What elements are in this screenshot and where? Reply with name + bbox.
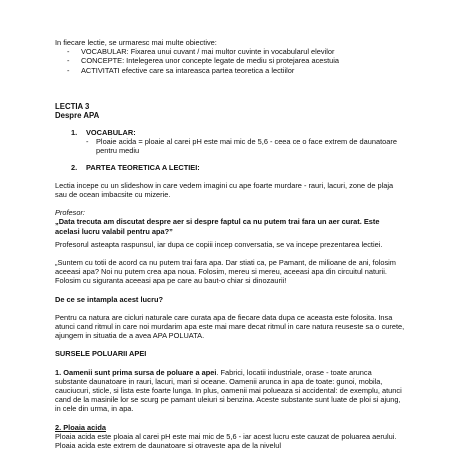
source-1-text: . Fabrici, locatii industriale, orase - toate arunca substante daunatoare in rauri, lacuri, mari si oceane. Oamenii arunca in apa de toate: gunoi, mobila, cauciucuri, sticle, si lista este foarte lunga. In plus, oamenii mai polueaza si accidental: de exemplu, atunci cand de la masinile lor se scurg pe pamant uleiuri si benzina. Aceste substante sunt luate de ploi si ajung, in cele din urma, in apa. — [55, 367, 402, 414]
objective-item — [55, 47, 405, 56]
source-2-text: Ploaia acida este ploaia al carei pH este mai mic de 5,6 - iar acest lucru este cauzat de poluarea aerului. Ploaia acida este extrem de daunatoare si otraveste apa de la nivelul — [55, 431, 397, 451]
bullet-mark: - — [67, 65, 70, 75]
section-number: 2. — [71, 162, 78, 172]
document-body — [55, 38, 405, 450]
lesson-title: Despre APA — [55, 111, 100, 121]
source-1 — [55, 368, 405, 414]
paragraph-slideshow: Lectia incepe cu un slideshow in care vedem imagini cu ape foarte murdare - rauri, lacuri, zone de plaja sau de ocean imbacsite cu mizerie. — [55, 180, 394, 200]
objective-concepte: CONCEPTE: Intelegerea unor concepte legate de mediu si protejarea acestuia — [81, 56, 339, 66]
speaker-label: Profesor: — [55, 208, 85, 218]
intro-text: In fiecare lectie, se urmaresc mai multe obiective: — [55, 38, 217, 47]
source-1-title: 1. Oamenii sunt prima sursa de poluare a apei — [55, 367, 217, 377]
section-number: 1. — [71, 128, 78, 137]
question-heading: De ce se intampla acest lucru? — [55, 294, 164, 304]
lesson-number: LECTIA 3 — [55, 101, 90, 111]
sources-heading: SURSELE POLUARII APEI — [55, 349, 147, 359]
definition-text: Ploaie acida = ploaie al carei pH este mai mic de 5,6 - ceea ce o face extrem de daunatoare pentru mediu — [96, 137, 397, 156]
section-vocabulary-heading — [55, 128, 405, 137]
bullet-mark: - — [67, 47, 70, 57]
objective-item — [55, 56, 405, 65]
paragraph-water-cycle: „Suntem cu totii de acord ca nu putem trai fara apa. Dar stiati ca, pe Pamant, de milioane de ani, folosim aceeasi apa? Noi nu putem crea apa noua. Folosim, mereu si mereu, aceeasi apa din circuitul naturii. Folosim cu siguranta aceeasi apa pe care au baut-o chiar si dinozaurii! — [55, 258, 396, 286]
bullet-mark: - — [86, 137, 89, 147]
section-title: VOCABULAR: — [86, 128, 136, 137]
paragraph-natural-cycles: Pentru ca natura are cicluri naturale care curata apa de fiecare data dupa ce aceasta este folosita. Insa atunci cand ritmul in care noi murdarim apa este mai mare decat ritmul in care natura reuseste sa o curete, ajungem in situatia de a avea APA POLUATA. — [55, 312, 405, 341]
section-theory-heading — [55, 163, 405, 172]
objective-vocabular: VOCABULAR: Fixarea unui cuvant / mai multor cuvinte in vocabularul elevilor — [81, 47, 335, 57]
vocabulary-definition — [55, 137, 405, 155]
section-title: PARTEA TEORETICA A LECTIEI: — [86, 162, 200, 172]
paragraph-response: Profesorul asteapta raspunsul, iar dupa ce copiii incep conversatia, se va incepe prezentarea lectiei. — [55, 239, 383, 249]
professor-quote: „Data trecuta am discutat despre aer si despre faptul ca nu putem trai fara un aer curat. Este acelasi lucru valabil pentru apa?” — [55, 217, 380, 236]
bullet-mark: - — [67, 56, 70, 66]
objective-activitati: ACTIVITATI efective care sa intareasca partea teoretica a lectiilor — [81, 65, 295, 75]
objective-item — [55, 66, 405, 75]
source-2-title: 2. Ploaia acida — [55, 422, 106, 432]
